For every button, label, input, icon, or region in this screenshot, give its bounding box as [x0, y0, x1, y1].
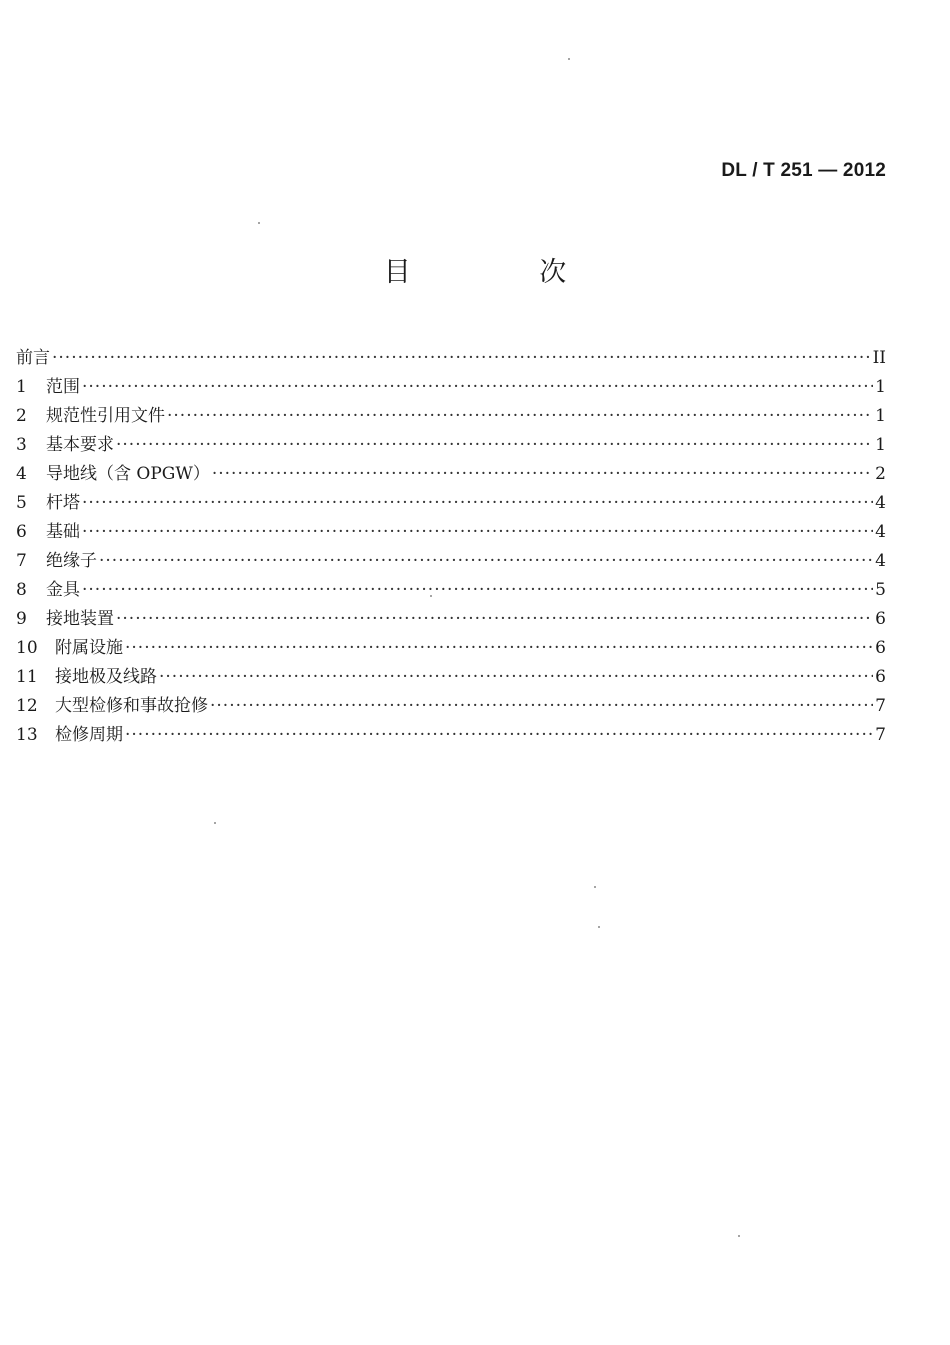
- toc-leader-dots: [210, 692, 873, 721]
- toc-leader-dots: [116, 431, 873, 460]
- toc-title: 目 次: [383, 257, 627, 288]
- toc-entry-10[interactable]: [16, 634, 886, 663]
- toc-entry-label: 范围: [46, 377, 80, 397]
- scan-speck: [568, 58, 570, 60]
- toc-leader-dots: [52, 344, 871, 373]
- toc-leader-dots: [116, 605, 873, 634]
- toc-entry-label: 前言: [16, 348, 50, 368]
- toc-entry-number: 8: [16, 580, 27, 600]
- toc-entry-page: 7: [875, 725, 886, 745]
- toc-entry-page: 1: [875, 435, 886, 455]
- toc-entry-number: 5: [16, 493, 27, 513]
- scan-speck: [598, 926, 600, 928]
- toc-entry-page: 6: [875, 667, 886, 687]
- toc-entry-label: 导地线（含 OPGW）: [46, 464, 210, 484]
- toc-entry-number: 9: [16, 609, 27, 629]
- scan-speck: [738, 1235, 740, 1237]
- toc-entry-number: 6: [16, 522, 27, 542]
- toc-entry-1[interactable]: [16, 373, 886, 402]
- toc-entry-number: 11: [16, 667, 38, 687]
- toc-entry-3[interactable]: [16, 431, 886, 460]
- toc-entry-label: 检修周期: [55, 725, 123, 745]
- toc-entry-2[interactable]: [16, 402, 886, 431]
- toc-entry-number: 2: [16, 406, 27, 426]
- toc-entry-page: 5: [875, 580, 886, 600]
- toc-entry-4[interactable]: [16, 460, 886, 489]
- toc-entry-page: 1: [875, 377, 886, 397]
- toc-entry-number: 4: [16, 464, 27, 484]
- toc-entry-page: 7: [875, 696, 886, 716]
- toc-leader-dots: [125, 721, 873, 750]
- toc-entry-page: 1: [875, 406, 886, 426]
- toc-leader-dots: [82, 576, 873, 605]
- toc-leader-dots: [82, 373, 873, 402]
- toc-leader-dots: [99, 547, 873, 576]
- toc-entry-label: 大型检修和事故抢修: [55, 696, 208, 716]
- document-code: DL / T 251 — 2012: [721, 160, 886, 181]
- toc-entry-page: II: [872, 348, 886, 368]
- toc-entry-label: 基础: [46, 522, 80, 542]
- toc-entry-9[interactable]: [16, 605, 886, 634]
- toc-entry-13[interactable]: [16, 721, 886, 750]
- toc-entry-label: 绝缘子: [46, 551, 97, 571]
- toc-leader-dots: [167, 402, 873, 431]
- toc-entry-11[interactable]: [16, 663, 886, 692]
- toc-leader-dots: [82, 518, 873, 547]
- toc-leader-dots: [212, 460, 873, 489]
- toc-entry-label: 规范性引用文件: [46, 406, 165, 426]
- toc-entry-page: 4: [875, 551, 886, 571]
- scan-speck: [594, 886, 596, 888]
- toc-entry-number: 3: [16, 435, 27, 455]
- toc-entry-6[interactable]: [16, 518, 886, 547]
- toc-entry-label: 接地极及线路: [55, 667, 157, 687]
- scan-speck: [258, 222, 260, 224]
- toc-entry-7[interactable]: [16, 547, 886, 576]
- toc-entry-page: 6: [875, 609, 886, 629]
- toc-entry-number: 13: [16, 725, 38, 745]
- toc-entry-8[interactable]: [16, 576, 886, 605]
- toc-entry-number: 12: [16, 696, 38, 716]
- toc-entry-label: 接地装置: [46, 609, 114, 629]
- toc-entry-label: 附属设施: [55, 638, 123, 658]
- toc-entry-page: 6: [875, 638, 886, 658]
- toc-entry-label: 杆塔: [46, 493, 80, 513]
- toc-leader-dots: [82, 489, 873, 518]
- toc-entry-number: 10: [16, 638, 38, 658]
- toc-entry-foreword[interactable]: [16, 344, 886, 373]
- toc-entry-number: 7: [16, 551, 27, 571]
- scan-speck: [430, 595, 432, 597]
- toc-entry-label: 金具: [46, 580, 80, 600]
- toc-entry-12[interactable]: [16, 692, 886, 721]
- toc-entry-page: 4: [875, 493, 886, 513]
- toc-entry-5[interactable]: [16, 489, 886, 518]
- toc-entry-page: 2: [875, 464, 886, 484]
- table-of-contents: [16, 344, 886, 750]
- toc-leader-dots: [125, 634, 873, 663]
- toc-entry-page: 4: [875, 522, 886, 542]
- toc-entry-label: 基本要求: [46, 435, 114, 455]
- toc-entry-number: 1: [16, 377, 27, 397]
- scan-speck: [214, 822, 216, 824]
- toc-leader-dots: [159, 663, 873, 692]
